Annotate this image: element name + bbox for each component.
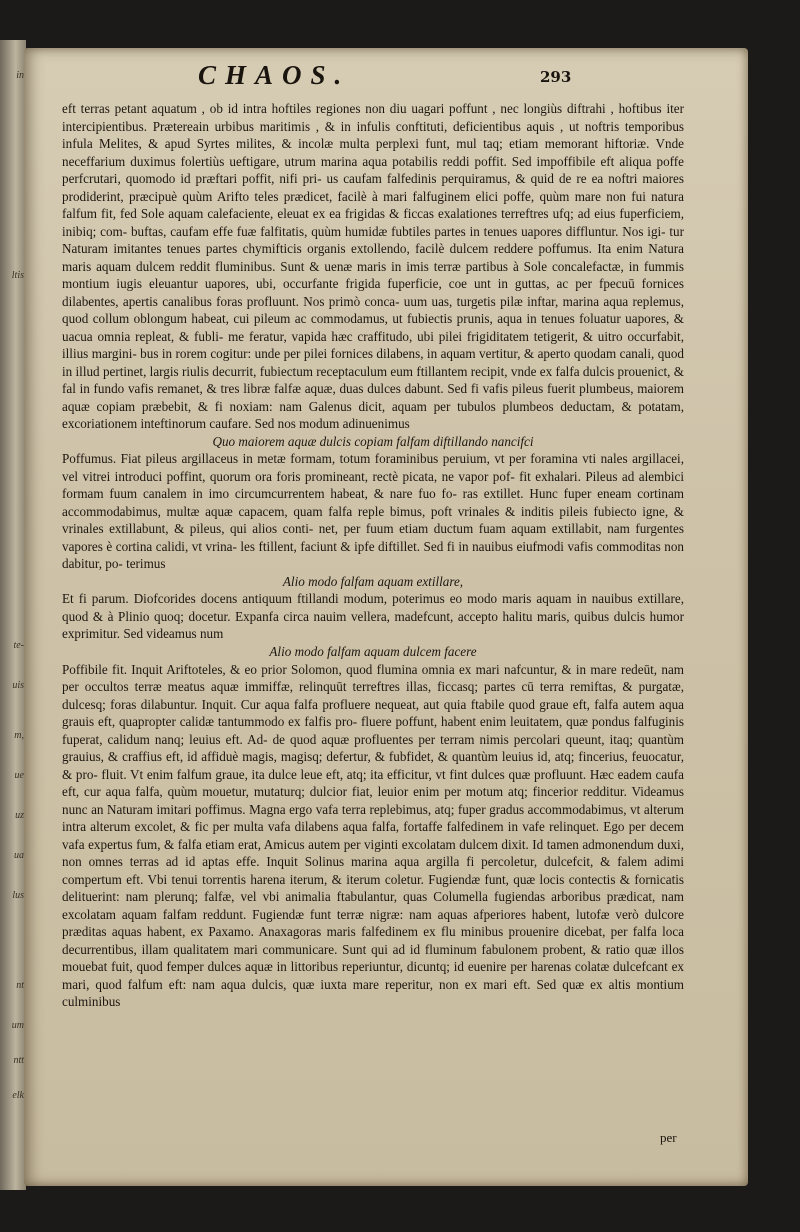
catchword: per (660, 1130, 677, 1145)
facing-page-fragment: te- (13, 640, 24, 651)
facing-page-fragment: elk (12, 1090, 24, 1101)
section-heading-2: Alio modo falfam aquam extillare, (282, 573, 464, 589)
facing-page-fragment: ue (14, 770, 24, 781)
section-heading-1: Quo maiorem aquæ dulcis copiam falfam diftillando nancifci (212, 433, 534, 449)
facing-page-fragment: in (16, 70, 24, 81)
paragraph-3: Et fi parum. Diofcorides docens antiquum ftillandi modum, poterimus eo modo maris aquam in nauibus extillare, quod & à Plinio quoq; docetur. Expanfa circa nauim vellera, madefcunt, accepto halitu maris, quibus dulcis humor exprimitur. Sed videamus num (62, 591, 684, 642)
facing-page-fragment: m, (14, 730, 24, 741)
body-text (62, 100, 684, 1011)
facing-page-fragment: lus (12, 890, 24, 901)
page-number: 293 (540, 68, 572, 86)
facing-page-fragment: uz (15, 810, 24, 821)
page-header (40, 56, 620, 96)
facing-page-fragment: um (11, 1020, 24, 1031)
facing-page-fragment: ntt (13, 1055, 24, 1066)
running-head: CHAOS. (198, 60, 351, 90)
facing-page-fragment: nt (16, 980, 24, 991)
paragraph-1: eft terras petant aquatum , ob id intra hoftiles regiones non diu uagari poffunt , nec longiùs diftrahi , hoftibus iter intercipientibus. Prætereain urbibus maritimis , & in infulis conftituti, deficientibus aquis , ut noftris temporibus infula Melites, & apud Syrtes milites, & incolæ multa perplexi funt, mul taq; etiam memorant hiftoriæ. Vnde neceffarium duximus folertiùs ueftigare, utrum marina aqua potabilis reddi poffit. Sed impoffibile eft aliqua poffe perfcrutari, quomodo id præftari poffit, nifi pri- us caufam falfedinis perquiramus, & quid de re ea noftri maiores prodiderint, præcipuè quùm Arifto teles prædicet, facilè à mari falfuginem elici poffe, quùm mare non fui natura falfum fit, fed Sole aquam calefaciente, eleuat ex ea frigidas & ficcas exalationes terreftres ufq; ad eius fuperficiem, inibiq; com- buftas, caufam effe fuæ falfitatis, quùm humidæ fubtiles partes in tenues uapores diffluntur. Nos igi- tur Naturam imitantes tenues partes chymifticis organis extollendo, facilè dulcem reddere poffumus. Ita enim Natura maris aquam dulcem reddit fluminibus. Sunt & uenæ maris in imis terræ partibus à Sole concalefactæ, in fummis montium iugis eleuantur uapores, ubi, occurfante frigida fuperficie, coe unt in guttas, ac per fpecuū fornices dilabentes, apertis canalibus foras profluunt. Nos primò conca- uum uas, turgetis pilæ inftar, marina aqua replemus, quod collum oblongum habeat, cui pileum ac commodamus, ut fubiectis prunis, aqua in tenues foluatur uapores, & uacua omnia repleat, & fubli- me feratur, vapida hæc craffitudo, ubi pilei frigiditatem tetigerit, & uitro occurfabit, illius margini- bus in rorem cogitur: unde per pilei fornices dilabens, in aquam vertitur, & aperto quodam canali, quod in illud pertinet, largis riulis decurrit, fubiectum receptaculum eum ftillantem recipit, vnde ex falfa dulcis prouenict, & fal in fundo vafis remanet, & tres libræ falfæ aquæ, duas dulces dabunt. Sed fi vafis pileus fuerit plumbeus, maiorem aquæ copiam præbebit, & fi noxiam: nam Galenus dicit, aquam per tubulos plumbeos deductam, & potatam, excoriationem inteftinorum caufare. Sed nos modum adinuenimus (62, 101, 684, 432)
facing-page-edge (0, 40, 26, 1190)
facing-page-fragment: uis (12, 680, 24, 691)
section-heading-3: Alio modo falfam aquam dulcem facere (269, 643, 477, 659)
paragraph-4: Poffibile fit. Inquit Ariftoteles, & eo prior Solomon, quod flumina omnia ex mari nafcuntur, & in mare redeūt, nam per occultos terræ meatus aquæ immiffæ, relinquūt terreftres illas, ficcasq; partes cū terra remiftas, & purgatæ, dulcesq; foras dilabuntur. Inquit. Cur aqua falfa profluere nequeat, aut quia ftabile quod graue eft, falfa autem aqua grauis eft, quapropter calidæ tantummodo ex falfis pro- fluere poffunt, habent enim leuitatem, quæ pondus falfuginis fuperat, calidum nanq; leuius eft. Ad- de quod aquæ profluentes per terram nimis percolari queunt, itaq; quantùm grauius, & craffius eft, id affiduè magis, magisq; defertur, & fubfidet, & quantùm leuius id, atq; fincerius, feuocatur, & pro- fluit. Vt enim falfum graue, ita dulce leue eft, atq; ita efficitur, vt fint dulces quæ profluunt. Hæc eadem caufa eft, cur aqua falfa, quùm mouetur, mutaturq; dulcior fiat, leuior enim per motum atq; fincerior redditur. Videamus nunc an Naturam imitari poffimus. Magna ergo vafa terra replebimus, atq; fuper gradus accommodabimus, vt alterum intra alterum excolet, & fic per multa vafa dilabens aqua falfa, fortaffe falfedinem in vafe relinquet. Ego per decem vafa expertus fum, & falfa etiam erat, Amicus autem per viginti excolatam dulcem dixit. Id tamen admonendum duxi, non omnes terras ad id aptas effe. Inquit Solinus marina aqua argilla fi percoletur, dulcefcit, & falem adimi compertum eft. Vbi tenui torrentis harena iterum, & iterum coletur. Fugiendæ funt, quæ locis contectis & fornicatis delituerint: nam plerunq; falfæ, vel vbi animalia ftabulantur, quas Columella fugiendas arboribus prædicat, nam excolatam aquam falfam reddunt. Fugiendæ funt terræ nigræ: nam aquas afperiores habent, lutofæ verò dulcore præditas aquas habent, ex Paxamo. Anaxagoras maris falfedinem ex flu minibus prouenire dicebat, per falfa loca decurrentibus, illam qualitatem mari communicare. Sunt qui ad id fluminum fabulonem probent, & ratio quæ illos mouebat fuit, quod femper dulces aquæ in littoribus reperiuntur, dicuntq; id euenire per harenas colatæ dulcefcant ex mari, quod falfum eft: nam aqua dulcis, quæ iuxta mare reperitur, non ex mari eft. Sed quæ ex altis montium culminibus (62, 661, 684, 1010)
paragraph-2: Poffumus. Fiat pileus argillaceus in metæ formam, totum foraminibus peruium, vt per foramina vti nales argillacei, vel vitrei introduci poffint, quorum ora foris promineant, rectè picata, ne vapor pof- fit exhalari. Pileus ad alembici formam fuum canalem in imo circumcurrentem habeat, & nare fuo fo- ras extillet. Hunc fuper eneam cortinam accommodabimus, multæ aquæ capacem, quam falfa reple bimus, poft vrinales & inditis pileis fubiecto igne, & vrinales extillabunt, & pileus, qui alios conti- net, per fuum etiam ductum fuam aquam extillabit, nam furgentes vapores è cortina calidi, vt vrina- les ftillent, faciunt & ipfe diftillet. Sed fi in nauibus eiufmodi vafis commoditas non dabitur, po- terimus (62, 451, 684, 572)
facing-page-fragment: ua (14, 850, 24, 861)
facing-page-fragment: ltis (11, 270, 24, 281)
